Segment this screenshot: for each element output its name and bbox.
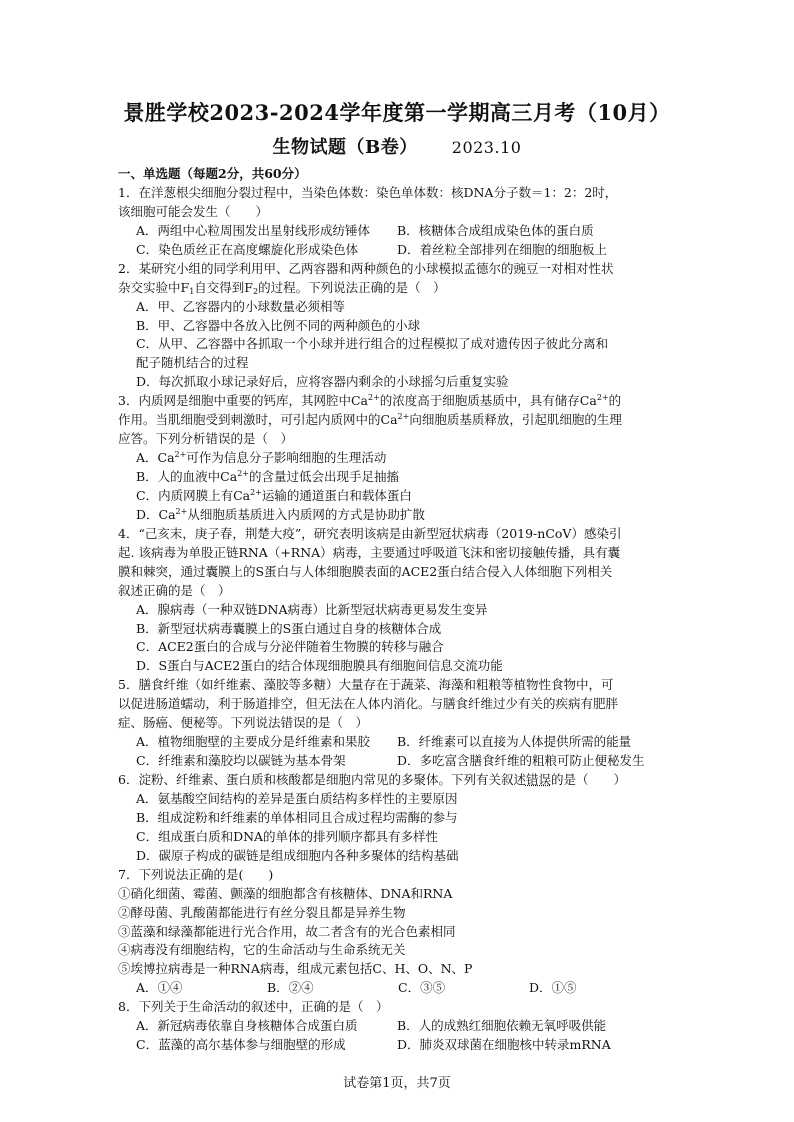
ion-charge: 2+ bbox=[237, 469, 249, 478]
q7-statement-3: ③蓝藻和绿藻都能进行光合作用，故二者含有的光合色素相同 bbox=[118, 923, 456, 939]
q3-text: 可作为信息分子影响细胞的生理活动 bbox=[186, 450, 387, 466]
q2-subscript: 1 bbox=[189, 286, 195, 296]
q7-statement-4: ④病毒没有细胞结构，它的生命活动与生命系统无关 bbox=[118, 942, 406, 958]
ion-charge: 2+ bbox=[397, 412, 410, 422]
q4-option-d: D．S蛋白与ACE2蛋白的结合体现细胞膜具有细胞间信息交流功能 bbox=[136, 658, 503, 674]
q1-option-c: C．染色质丝正在高度螺旋化形成染色体 bbox=[136, 241, 359, 257]
q6-option-c: C．组成蛋白质和DNA的单体的排列顺序都具有多样性 bbox=[136, 828, 439, 844]
q7-statement-5: ⑤埃博拉病毒是一种RNA病毒，组成元素包括C、H、O、N、P bbox=[118, 961, 473, 977]
q3-text: 的含量过低会出现手足抽搐 bbox=[249, 469, 400, 484]
section-heading: 一、单选题（每题2分，共60分） bbox=[118, 166, 307, 181]
q1-option-b: B．核糖体合成组成染色体的蛋白质 bbox=[397, 222, 594, 238]
q3-option-b bbox=[118, 468, 678, 487]
ion-charge: 2+ bbox=[174, 450, 187, 460]
q1-option-d: D．着丝粒全部排列在细胞的细胞板上 bbox=[397, 241, 608, 257]
exam-title: 景胜学校2023-2024学年度第一学期高三月考（10月） bbox=[123, 100, 671, 125]
subject-name: 生物试题（B卷） bbox=[272, 137, 418, 158]
q7-stem: 7．下列说法正确的是( ) bbox=[118, 866, 274, 882]
q4-stem-line2: 起. 该病毒为单股正链RNA（+RNA）病毒，主要通过呼吸道飞沫和密切接触传播，具有囊 bbox=[118, 544, 621, 560]
q4-option-a: A．腺病毒（一种双链DNA病毒）比新型冠状病毒更易发生变异 bbox=[136, 601, 488, 617]
q5-option-a: A．植物细胞壁的主要成分是纤维素和果胶 bbox=[136, 734, 371, 750]
q3-option-d bbox=[118, 506, 678, 525]
q2-subscript: 2 bbox=[252, 286, 259, 296]
q6-stem bbox=[118, 771, 678, 790]
q2-option-d: D．每次抓取小球记录好后，应将容器内剩余的小球摇匀后重复实验 bbox=[136, 374, 509, 390]
q3-text: D．Ca bbox=[136, 506, 176, 522]
q2-stem-line1: 2．某研究小组的同学利用甲、乙两容器和两种颜色的小球模拟孟德尔的豌豆一对相对性状 bbox=[118, 260, 614, 276]
q2-stem-line2 bbox=[118, 279, 678, 298]
q3-text: C．内质网膜上有Ca bbox=[136, 487, 251, 503]
q4-option-c: C．ACE2蛋白的合成与分泌伴随着生物膜的转移与融合 bbox=[136, 639, 444, 655]
q1-stem-line2: 该细胞可能会发生（ ） bbox=[118, 203, 269, 219]
q1-options-cd bbox=[118, 241, 678, 260]
q4-option-b: B．新型冠状病毒囊膜上的S蛋白通过自身的核糖体合成 bbox=[136, 620, 442, 636]
q8-option-d: D．肺炎双球菌在细胞核中转录mRNA bbox=[397, 1037, 611, 1053]
q4-stem-line3: 膜和棘突，通过囊膜上的S蛋白与人体细胞膜表面的ACE2蛋白结合侵入人体细胞下列相关 bbox=[118, 563, 613, 579]
q5-options-ab bbox=[118, 733, 678, 752]
q3-option-c bbox=[118, 487, 678, 506]
q8-options-cd bbox=[118, 1036, 678, 1055]
q3-text: 向细胞质基质释放，引起肌细胞的生理 bbox=[409, 412, 622, 428]
page-footer: 试卷第1页，共7页 bbox=[343, 1076, 451, 1091]
ion-charge: 2+ bbox=[367, 393, 380, 403]
q5-options-cd bbox=[118, 752, 678, 771]
q2-option-b: B．甲、乙容器中各放入比例不同的两种颜色的小球 bbox=[136, 317, 421, 333]
ion-charge: 2+ bbox=[250, 487, 262, 497]
q5-stem-line2: 以促进肠道蠕动，利于肠道排空，但无法在人体内消化。与膳食纤维过少有关的疾病有肥胖 bbox=[118, 696, 619, 712]
q3-text: 的 bbox=[608, 393, 622, 409]
q6-emphasis: 错误 bbox=[525, 772, 551, 787]
q4-stem-line4: 叙述正确的是（ ） bbox=[118, 582, 231, 598]
ion-charge: 2+ bbox=[175, 506, 188, 516]
q2-stem-text: 自交得到F bbox=[194, 279, 253, 295]
q3-text: 运输的通道蛋白和载体蛋白 bbox=[261, 487, 412, 503]
q2-option-c-line2: 配子随机结合的过程 bbox=[136, 355, 249, 371]
q7-statement-1: ①硝化细菌、霉菌、颤藻的细胞都含有核糖体、DNA和RNA bbox=[118, 885, 453, 901]
q5-option-b: B．纤维素可以直接为人体提供所需的能量 bbox=[397, 734, 632, 750]
q7-option-b: B．②④ bbox=[267, 980, 314, 996]
q7-option-a: A．①④ bbox=[136, 980, 183, 996]
q3-text: 作用。当肌细胞受到刺激时，可引起内质网中的Ca bbox=[118, 412, 398, 428]
q3-text: 3．内质网是细胞中重要的钙库，其网腔中Ca bbox=[118, 393, 368, 409]
q3-stem-line1 bbox=[118, 392, 678, 411]
q8-option-b: B．人的成熟红细胞依赖无氧呼吸供能 bbox=[397, 1018, 607, 1034]
q8-option-a: A．新冠病毒依靠自身核糖体合成蛋白质 bbox=[136, 1018, 358, 1034]
exam-date: 2023.10 bbox=[451, 138, 522, 157]
q5-stem-line1: 5．膳食纤维（如纤维素、藻胶等多糖）大量存在于蔬菜、海藻和粗粮等植物性食物中，可 bbox=[118, 677, 614, 693]
q7-statement-2: ②酵母菌、乳酸菌都能进行有丝分裂且都是异养生物 bbox=[118, 904, 406, 920]
q6-text: 的是（ ） bbox=[550, 772, 626, 787]
q8-stem: 8．下列关于生命活动的叙述中，正确的是（ ） bbox=[118, 999, 389, 1015]
q3-stem-line2 bbox=[118, 411, 678, 430]
exam-subtitle bbox=[0, 133, 794, 159]
q6-text: 6．淀粉、纤维素、蛋白质和核酸都是细胞内常见的多聚体。下列有关叙述 bbox=[118, 772, 526, 787]
q3-text: 的浓度高于细胞质基质中，具有储存Ca bbox=[379, 393, 597, 409]
q3-stem-line3: 应答。下列分析错误的是（ ） bbox=[118, 431, 294, 447]
q1-options-ab bbox=[118, 222, 678, 241]
question-body bbox=[118, 165, 678, 1055]
q2-stem-text: 杂交实验中F bbox=[118, 279, 190, 295]
q1-option-a: A．两组中心粒周围发出星射线形成纺锤体 bbox=[136, 222, 371, 238]
q2-stem-text: 的过程。下列说法正确的是（ ） bbox=[258, 279, 446, 295]
q3-text: B．人的血液中Ca bbox=[136, 469, 238, 484]
q1-stem-line1: 1．在洋葱根尖细胞分裂过程中，当染色体数：染色单体数：核DNA分子数＝1：2：2时， bbox=[118, 184, 618, 200]
q5-option-c: C．纤维素和藻胶均以碳链为基本骨架 bbox=[136, 753, 346, 769]
ion-charge: 2+ bbox=[596, 393, 609, 403]
q2-option-a: A．甲、乙容器内的小球数量必须相等 bbox=[136, 298, 346, 314]
q8-options-ab bbox=[118, 1017, 678, 1036]
q6-option-d: D．碳原子构成的碳链是组成细胞内各种多聚体的结构基础 bbox=[136, 847, 459, 863]
q6-option-b: B．组成淀粉和纤维素的单体相同且合成过程均需酶的参与 bbox=[136, 809, 458, 825]
q4-stem-line1: 4．“己亥末，庚子春，荆楚大疫”，研究表明该病是由新型冠状病毒（2019-nCoV）感染引 bbox=[118, 525, 622, 541]
q7-options bbox=[118, 979, 678, 998]
q7-option-c: C．③⑤ bbox=[398, 980, 446, 996]
q6-option-a: A．氨基酸空间结构的差异是蛋白质结构多样性的主要原因 bbox=[136, 790, 458, 806]
q3-text: 从细胞质基质进入内质网的方式是协助扩散 bbox=[187, 506, 425, 522]
q7-option-d: D．①⑤ bbox=[529, 980, 577, 996]
q5-stem-line3: 症、肠癌、便秘等。下列说法错误的是（ ） bbox=[118, 715, 369, 731]
q2-option-c-line1: C．从甲、乙容器中各抓取一个小球并进行组合的过程模拟了成对遗传因子彼此分离和 bbox=[136, 336, 609, 352]
q3-text: A．Ca bbox=[136, 450, 175, 466]
q3-option-a bbox=[118, 449, 678, 468]
q5-option-d: D．多吃富含膳食纤维的粗粮可防止便秘发生 bbox=[397, 753, 645, 769]
q8-option-c: C．蓝藻的高尔基体参与细胞壁的形成 bbox=[136, 1037, 346, 1053]
